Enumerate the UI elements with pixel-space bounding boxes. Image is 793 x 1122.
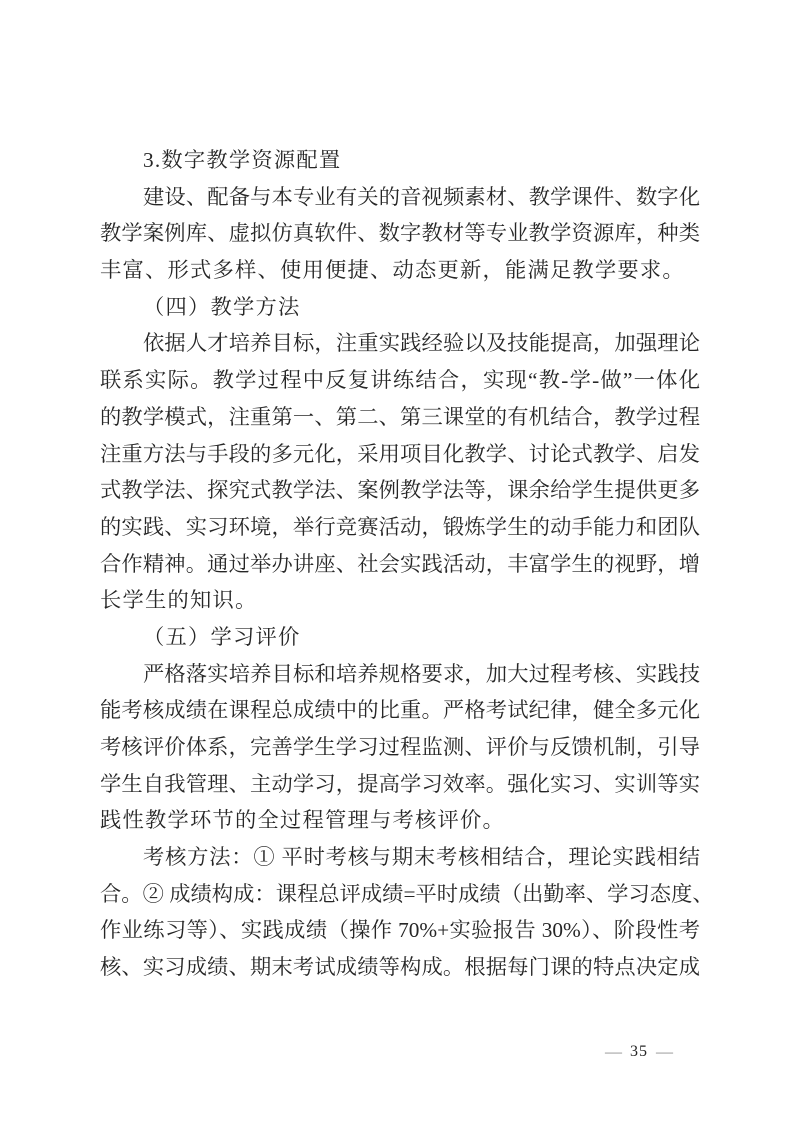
body-text-line: 的教学模式，注重第一、第二、第三课堂的有机结合，教学过程	[100, 404, 700, 429]
body-text-line: 考核评价体系，完善学生学习过程监测、评价与反馈机制，引导	[100, 735, 700, 759]
body-text-line: 核、实习成绩、期末考试成绩等构成。根据每门课的特点决定成	[100, 955, 700, 980]
body-text-line: 作业练习等）、实践成绩（操作 70%+实验报告 30%）、阶段性考	[100, 918, 700, 943]
body-text-line: 教学案例库、虚拟仿真软件、数字教材等专业教学资源库，种类	[100, 221, 700, 246]
body-text-line: 能考核成绩在课程总成绩中的比重。严格考试纪律，健全多元化	[100, 698, 700, 723]
body-text-line: 考核方法：① 平时考核与期末考核相结合，理论实践相结	[143, 845, 700, 870]
body-text-line: 践性教学环节的全过程管理与考核评价。	[100, 808, 505, 833]
body-text-line: 学生自我管理、主动学习，提高学习效率。强化实习、实训等实	[100, 771, 700, 796]
body-text-line: 注重方法与手段的多元化，采用项目化教学、讨论式教学、启发	[100, 441, 700, 466]
footer-dash-left: —	[605, 1042, 622, 1061]
body-text-line: 严格落实培养目标和培养规格要求，加大过程考核、实践技	[143, 661, 700, 686]
body-text-line: 式教学法、探究式教学法、案例教学法等，课余给学生提供更多	[100, 478, 700, 503]
page-footer	[605, 1042, 673, 1062]
body-text-line: 联系实际。教学过程中反复讲练结合，实现“教-学-做”一体化	[100, 368, 700, 393]
page-number: 35	[630, 1043, 648, 1060]
body-text-line: 的实践、实习环境，举行竞赛活动，锻炼学生的动手能力和团队	[100, 514, 700, 539]
body-text-line: 建设、配备与本专业有关的音视频素材、教学课件、数字化	[143, 184, 700, 209]
heading-line: （五）学习评价	[143, 624, 301, 649]
body-text-line: 长学生的知识。	[100, 588, 258, 613]
body-text-line: 丰富、形式多样、使用便捷、动态更新，能满足教学要求。	[100, 258, 685, 283]
heading-line: （四）教学方法	[143, 294, 301, 319]
body-text-line: 合。② 成绩构成：课程总评成绩=平时成绩（出勤率、学习态度、	[100, 881, 714, 906]
footer-dash-right: —	[656, 1042, 673, 1061]
heading-line: 3.数字教学资源配置	[143, 148, 342, 172]
document-body	[100, 142, 714, 986]
body-text-line: 依据人才培养目标，注重实践经验以及技能提高，加强理论	[143, 331, 700, 356]
body-text-line: 合作精神。通过举办讲座、社会实践活动，丰富学生的视野，增	[100, 551, 700, 576]
